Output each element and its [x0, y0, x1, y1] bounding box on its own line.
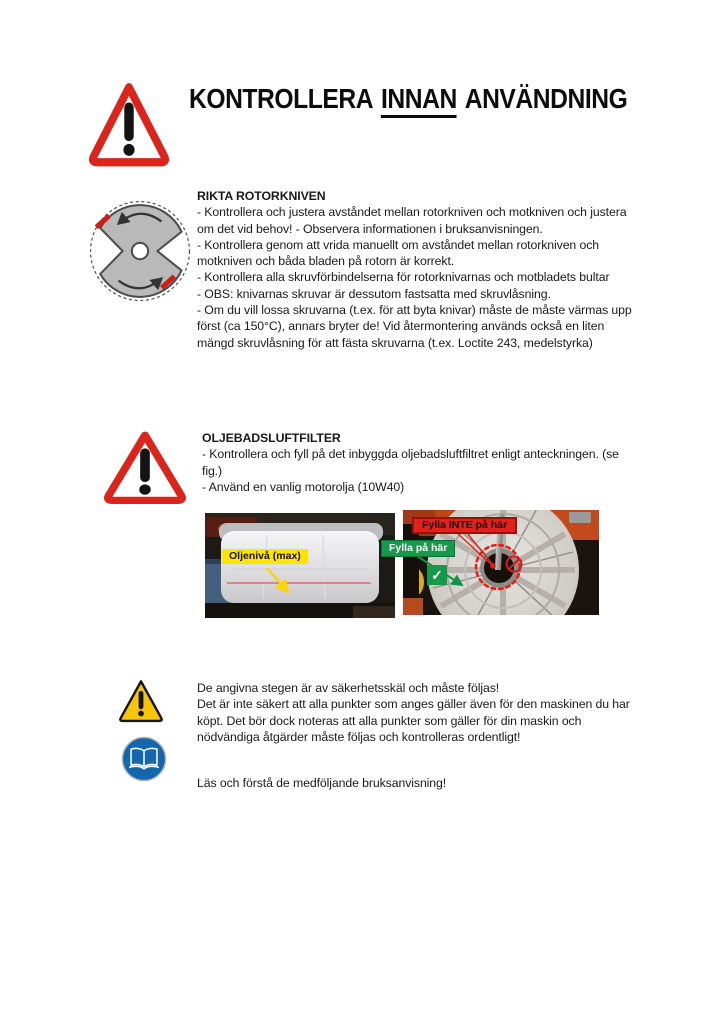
page-title: [189, 83, 627, 118]
fill-here-label: Fylla på här: [381, 540, 455, 557]
text-line: - Kontrollera alla skruvförbindelserna för rotorknivarnas och motbladets bultar: [197, 270, 610, 285]
text-line: - Om du vill lossa skruvarna (t.ex. för att byta knivar) måste de måste värmas upp: [197, 303, 632, 318]
text-line: - OBS: knivarnas skruvar är dessutom fastsatta med skruvlåsning.: [197, 286, 551, 301]
title-word: ANVÄNDNING: [464, 83, 628, 114]
section-heading: RIKTA ROTORKNIVEN: [197, 189, 326, 203]
check-icon: ✓: [427, 565, 447, 585]
read-manual-icon: [121, 736, 167, 782]
do-not-fill-label: Fylla INTE på här: [412, 517, 517, 534]
section-heading: OLJEBADSLUFTFILTER: [202, 431, 341, 445]
text-line: - Kontrollera och justera avståndet mellan rotorkniven och motkniven och justera: [197, 205, 627, 220]
text-line: om det vid behov! - Observera informationen i bruksanvisningen.: [197, 221, 543, 236]
text-line: Det är inte säkert att alla punkter som anges gäller även för den maskinen du har: [197, 697, 630, 712]
text-line: motkniven och båda bladen på rotorn är korrekt.: [197, 254, 455, 269]
warning-triangle-yellow-icon: [117, 678, 165, 726]
warning-triangle-icon: [101, 428, 189, 508]
text-line: - Använd en vanlig motorolja (10W40): [202, 479, 405, 494]
read-manual-text: Läs och förstå de medföljande bruksanvisning!: [197, 776, 447, 790]
section-rotor-text: [197, 188, 632, 351]
text-line: köpt. Det bör dock noteras att alla punkter som gäller för din maskin och: [197, 713, 582, 728]
text-line: först (ca 150°C), annars bryter de! Vid återmontering används också en liten: [197, 319, 605, 334]
rotor-blade-icon: [90, 198, 192, 302]
warning-triangle-icon: [86, 79, 172, 171]
section-body: [197, 680, 630, 745]
text-line: - Kontrollera och fyll på det inbyggda oljebadsluftfiltret enligt anteckningen. (se: [202, 447, 619, 462]
figure-photos: [205, 510, 599, 618]
fill-here-arrow-icon: [205, 510, 599, 618]
text-line: - Kontrollera genom att vrida manuellt om avståndet mellan rotorkniven och: [197, 237, 600, 252]
text-line: fig.): [202, 463, 222, 478]
section-body: [202, 446, 619, 495]
title-word-underlined: INNAN: [381, 83, 457, 118]
oil-level-label: Oljenivå (max): [222, 549, 308, 564]
section-safety-text: [197, 680, 630, 745]
text-line: mängd skruvlåsning för att fästa skruvarna (t.ex. Loctite 243, medelstyrka): [197, 335, 593, 350]
text-line: nödvändiga åtgärder måste följas och kontrolleras ordentligt!: [197, 729, 521, 744]
section-body: [197, 204, 632, 351]
section-oilfilter-text: [202, 430, 619, 495]
title-word: KONTROLLERA: [189, 83, 374, 114]
text-line: De angivna stegen är av säkerhetsskäl och måste följas!: [197, 681, 500, 695]
